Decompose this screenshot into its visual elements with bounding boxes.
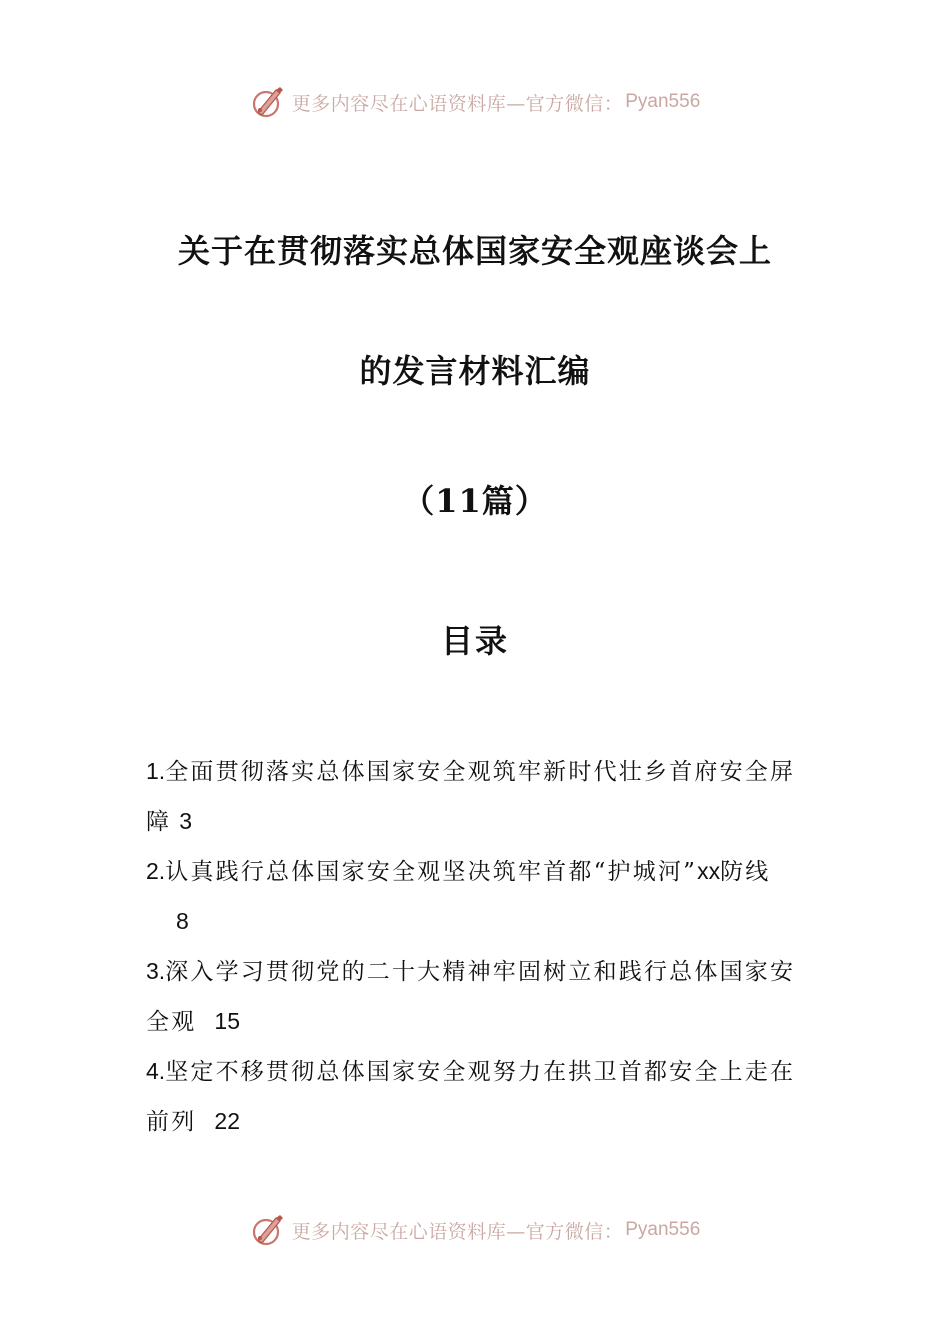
- document-title-line-1: 关于在贯彻落实总体国家安全观座谈会上: [177, 232, 772, 270]
- toc-item-page: 15: [214, 1008, 240, 1034]
- watermark-header: [0, 82, 950, 122]
- watermark-text: 更多内容尽在心语资料库—官方微信：: [291, 1220, 624, 1243]
- toc-item-title-cont: 前列: [146, 1109, 197, 1135]
- toc-item-3[interactable]: [146, 946, 806, 1046]
- toc-item-title: 认真践行总体国家安全观坚决筑牢首都“护城河”: [165, 859, 698, 885]
- toc-item-title-cont: 全观: [146, 1009, 197, 1035]
- toc-item-title: 深入学习贯彻党的二十大精神牢固树立和践行总体国家安: [165, 959, 796, 985]
- toc-item-page: 8: [176, 908, 189, 934]
- toc-item-page: 22: [214, 1108, 240, 1134]
- toc-item-title-latin: xx: [697, 858, 721, 884]
- toc-item-title-cont: 障: [146, 809, 172, 835]
- table-of-contents: [146, 746, 806, 1146]
- watermark-text: 更多内容尽在心语资料库—官方微信：: [291, 92, 624, 115]
- watermark-footer: [0, 1210, 950, 1250]
- toc-item-title: 全面贯彻落实总体国家安全观筑牢新时代壮乡首府安全屏: [165, 759, 796, 785]
- document-title-line-2: 的发言材料汇编: [359, 352, 591, 390]
- toc-item-title: 坚定不移贯彻总体国家安全观努力在拱卫首都安全上走在: [165, 1059, 796, 1085]
- toc-heading: 目录: [440, 622, 509, 660]
- toc-item-4[interactable]: [146, 1046, 806, 1146]
- toc-item-page: 3: [179, 808, 192, 834]
- pen-logo-icon: [250, 84, 286, 120]
- pen-logo-icon: [250, 1212, 286, 1248]
- toc-item-number: 1.: [146, 758, 166, 784]
- document-article-count: （11篇）: [402, 482, 548, 520]
- toc-item-number: 2.: [146, 858, 166, 884]
- toc-item-number: 4.: [146, 1058, 166, 1084]
- watermark-wechat-id: Pyan556: [625, 1219, 701, 1240]
- toc-item-number: 3.: [146, 958, 166, 984]
- toc-item-1[interactable]: [146, 746, 806, 846]
- toc-item-title-end: 防线: [720, 859, 771, 885]
- toc-item-2[interactable]: [146, 846, 806, 946]
- watermark-wechat-id: Pyan556: [625, 91, 701, 112]
